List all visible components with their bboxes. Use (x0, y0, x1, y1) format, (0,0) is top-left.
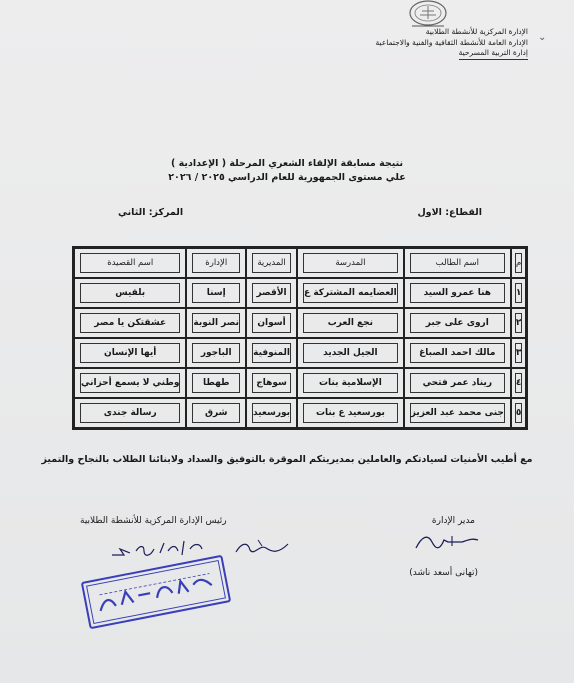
table-row (74, 278, 526, 308)
column-header-directorate: المديرية (246, 248, 297, 278)
signatory-title-head: رئيس الإدارة المركزية للأنشطة الطلابية (80, 516, 227, 526)
directorate: سوهاج (246, 368, 297, 398)
signatory-title-director: مدير الإدارة (431, 516, 475, 526)
student-name: ريناد عمر فتحي (404, 368, 511, 398)
school-name: الإسلامية بنات (297, 368, 404, 398)
school-name: نجع العرب (297, 308, 404, 338)
director-name: (تهانى أسعد ناشد) (409, 568, 478, 578)
column-header-number: م (511, 248, 527, 278)
official-stamp (81, 555, 232, 630)
administration: شرق (186, 398, 246, 428)
column-header-poem: اسم القصيدة (74, 248, 186, 278)
head-signature (232, 536, 292, 560)
emblem-seal-icon (406, 0, 450, 30)
poem-title: رسالة جندى (74, 398, 186, 428)
student-name: مالك احمد الصباغ (404, 338, 511, 368)
header-line-general-admin: الإدارة العامة للأنشطة الثقافية والفنية والاجتماعية (375, 37, 528, 47)
school-name: العضايمه المشتركة ع (297, 278, 404, 308)
table-row (74, 338, 526, 368)
header-line-department: إدارة التربية المسرحية (459, 48, 528, 60)
directorate: المنوفية (246, 338, 297, 368)
school-name: الجيل الجديد (297, 338, 404, 368)
header-line-central-admin: الإدارة المركزية للأنشطة الطلابية (425, 27, 528, 36)
directorate: بورسعيد (246, 398, 297, 428)
row-number: ٢ (511, 308, 527, 338)
row-number: ١ (511, 278, 527, 308)
document-subtitle: علي مستوى الجمهورية للعام الدراسي ٢٠٢٥ / ٢٠٢٦ (168, 172, 406, 183)
sector-label: القطاع: الاول (417, 207, 482, 218)
chevron-down-icon: ⌄ (538, 32, 547, 43)
rank-label: المركز: الثاني (118, 207, 184, 218)
director-signature (412, 528, 482, 556)
poem-title: بلقيس (74, 278, 186, 308)
administration: طهطا (186, 368, 246, 398)
poem-title: عشقتكن يا مصر (74, 308, 186, 338)
student-name: اروى على جبر (404, 308, 511, 338)
closing-remarks: مع أطيب الأمنيات لسيادتكم والعاملين بمديريتكم الموقرة بالتوفيق والسداد ولابنائنا الطلاب بالنجاح والتميز (41, 454, 533, 465)
administration: نصر النوبة (186, 308, 246, 338)
row-number: ٣ (511, 338, 527, 368)
table-header-row (74, 248, 526, 278)
handwritten-date (108, 535, 208, 563)
administration: الباجور (186, 338, 246, 368)
column-header-school: المدرسة (297, 248, 404, 278)
column-header-administration: الإدارة (186, 248, 246, 278)
poem-title: وطني لا يسمع أحزاني (74, 368, 186, 398)
student-name: هنا عمرو السيد (404, 278, 511, 308)
table-row (74, 368, 526, 398)
directorate: أسوان (246, 308, 297, 338)
document-title: نتيجة مسابقة الإلقاء الشعري المرحلة ( الإعدادية ) (170, 158, 404, 169)
table-row (74, 308, 526, 338)
student-name: جنى محمد عبد العزيز (404, 398, 511, 428)
row-number: ٤ (511, 368, 527, 398)
directorate: الأقصر (246, 278, 297, 308)
school-name: بورسعيد ع بنات (297, 398, 404, 428)
row-number: ٥ (511, 398, 527, 428)
results-table (72, 246, 528, 430)
column-header-student: اسم الطالب (404, 248, 511, 278)
administration: إسنا (186, 278, 246, 308)
table-row (74, 398, 526, 428)
letterhead (228, 27, 528, 60)
poem-title: أيها الإنسان (74, 338, 186, 368)
